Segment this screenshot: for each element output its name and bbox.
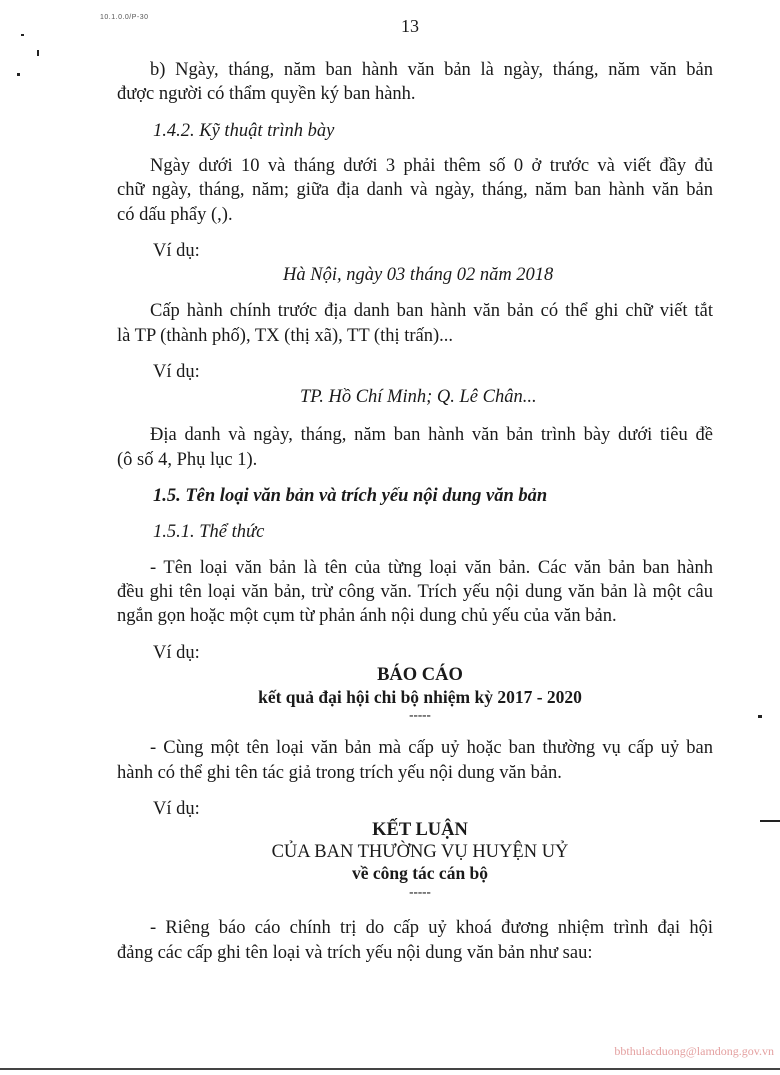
paragraph-line: Địa danh và ngày, tháng, năm ban hành văn bản trình bày dưới tiêu đề <box>150 425 713 445</box>
page-number: 13 <box>401 16 419 36</box>
paragraph-line: - Cùng một tên loại văn bản mà cấp uỷ hoặc ban thường vụ cấp uỷ ban <box>150 738 713 758</box>
scan-mark <box>17 73 20 76</box>
section-heading: 1.5. Tên loại văn bản và trích yếu nội dung văn bản <box>153 486 548 506</box>
paragraph-line: Cấp hành chính trước địa danh ban hành văn bản có thể ghi chữ viết tắt <box>150 301 713 321</box>
paragraph-line: có dấu phẩy (,). <box>117 205 233 225</box>
paragraph-line: là TP (thành phố), TX (thị xã), TT (thị trấn)... <box>117 326 454 346</box>
example-conclusion-author: CỦA BAN THƯỜNG VỤ HUYỆN UỶ <box>271 842 569 862</box>
example-report-dash: ----- <box>409 707 431 722</box>
example-date: Hà Nội, ngày 03 tháng 02 năm 2018 <box>283 265 554 285</box>
example-label: Ví dụ: <box>153 643 200 663</box>
section-heading: 1.4.2. Kỹ thuật trình bày <box>153 121 335 141</box>
example-report-subtitle: kết quả đại hội chi bộ nhiệm kỳ 2017 - 2020 <box>258 687 582 707</box>
example-label: Ví dụ: <box>153 362 200 382</box>
paragraph-line: hành có thể ghi tên tác giả trong trích yếu nội dung văn bản. <box>117 763 562 783</box>
paragraph-line: b) Ngày, tháng, năm ban hành văn bản là ngày, tháng, năm văn bản <box>150 60 713 80</box>
watermark: bbthulacduong@lamdong.gov.vn <box>614 1044 774 1058</box>
paragraph-line: (ô số 4, Phụ lục 1). <box>117 450 258 470</box>
paragraph-line: chữ ngày, tháng, năm; giữa địa danh và ngày, tháng, năm ban hành văn bản <box>117 180 713 200</box>
paragraph-line: ngắn gọn hoặc một cụm từ phản ánh nội dung chủ yếu của văn bản. <box>117 606 617 626</box>
example-conclusion-subject: về công tác cán bộ <box>351 863 489 883</box>
scan-mark <box>21 34 24 36</box>
example-conclusion-title: KẾT LUẬN <box>372 820 468 840</box>
paragraph-line: đều ghi tên loại văn bản, trừ công văn. Trích yếu nội dung văn bản là một câu <box>117 582 713 602</box>
paragraph-line: - Riêng báo cáo chính trị do cấp uỷ khoá đương nhiệm trình đại hội <box>150 918 713 938</box>
bottom-rule <box>0 1068 780 1070</box>
paragraph-line: đảng các cấp ghi tên loại và trích yếu nội dung văn bản như sau: <box>117 943 593 963</box>
example-conclusion-dash: ----- <box>409 884 431 899</box>
paragraph-line: Ngày dưới 10 và tháng dưới 3 phải thêm số 0 ở trước và viết đầy đủ <box>150 156 713 176</box>
example-label: Ví dụ: <box>153 241 200 261</box>
paragraph-line: - Tên loại văn bản là tên của từng loại văn bản. Các văn bản ban hành <box>150 558 713 578</box>
example-label: Ví dụ: <box>153 799 200 819</box>
example-abbrev: TP. Hồ Chí Minh; Q. Lê Chân... <box>300 387 537 407</box>
paragraph-line: được người có thẩm quyền ký ban hành. <box>117 84 416 104</box>
scan-tag: 10.1.0.0/P-30 <box>100 14 149 21</box>
scan-mark <box>37 50 39 56</box>
subsection-heading: 1.5.1. Thể thức <box>153 522 265 542</box>
example-report-title: BÁO CÁO <box>377 665 463 685</box>
